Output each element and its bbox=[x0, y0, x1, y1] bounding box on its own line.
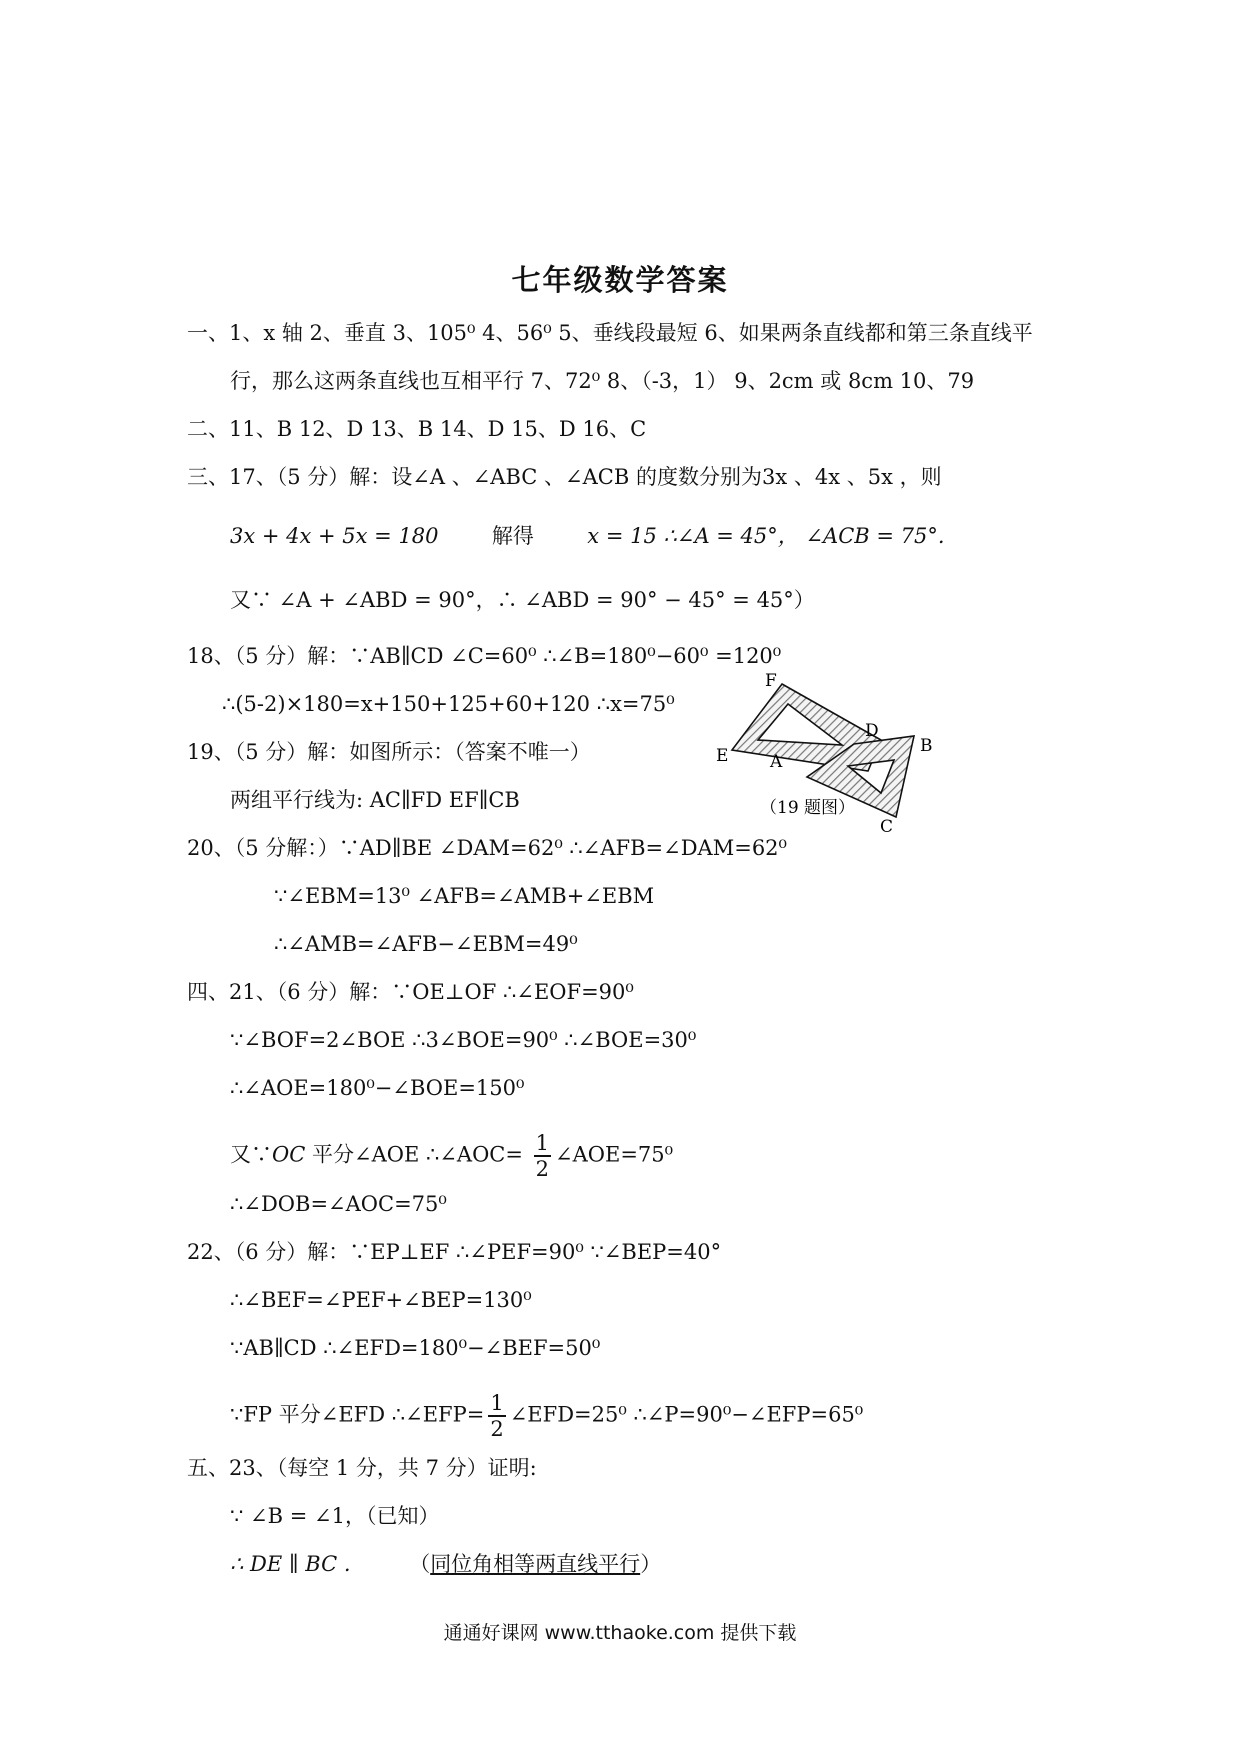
q19-figure bbox=[716, 671, 948, 837]
q23-line-3: ∴ DE ∥ BC . （同位角相等两直线平行） bbox=[230, 1552, 662, 1576]
q21-bisects: 平分∠AOE ∴∠AOC= bbox=[305, 1142, 523, 1167]
q18-line-2: ∴(5-2)×180=x+150+125+60+120 ∴x=75⁰ bbox=[222, 692, 675, 716]
q17-line-2 bbox=[230, 521, 945, 551]
q20-line-2: ∵∠EBM=13⁰ ∠AFB=∠AMB+∠EBM bbox=[274, 884, 655, 908]
q22-line-3: ∵AB∥CD ∴∠EFD=180⁰−∠BEF=50⁰ bbox=[230, 1336, 601, 1360]
q21-line-5: ∴∠DOB=∠AOC=75⁰ bbox=[230, 1192, 447, 1216]
label-B: B bbox=[920, 736, 933, 756]
label-C: C bbox=[880, 817, 894, 837]
triangles-diagram bbox=[716, 671, 948, 837]
q21-aoe: ∠AOE=75⁰ bbox=[555, 1142, 674, 1167]
q17-line-1: 三、17、（5 分）解：设∠A 、∠ABC 、∠ACB 的度数分别为3x 、4x 、5x ，则 bbox=[187, 465, 942, 489]
q23-line-2: ∵ ∠B = ∠1，（已知） bbox=[230, 1504, 440, 1528]
q23-line-1: 五、23、（每空 1 分，共 7 分）证明: bbox=[187, 1456, 537, 1480]
q22-efd: ∠EFD=25⁰ ∴∠P=90⁰−∠EFP=65⁰ bbox=[509, 1402, 864, 1427]
q22-line-2: ∴∠BEF=∠PEF+∠BEP=130⁰ bbox=[230, 1288, 532, 1312]
q19-line-2: 两组平行线为: AC∥FD EF∥CB bbox=[230, 788, 520, 812]
label-D: D bbox=[865, 721, 879, 741]
section-1-line-1: 一、1、x 轴 2、垂直 3、105⁰ 4、56⁰ 5、垂线段最短 6、如果两条直线都和第三条直线平 bbox=[187, 321, 1033, 345]
q22-fraction: $\frac{1}{2}$ bbox=[490, 1391, 504, 1441]
q21-line-2: ∵∠BOF=2∠BOE ∴3∠BOE=90⁰ ∴∠BOE=30⁰ bbox=[230, 1028, 697, 1052]
q22-line-1: 22、（6 分）解：∵EP⊥EF ∴∠PEF=90⁰ ∵∠BEP=40° bbox=[187, 1240, 722, 1264]
q17-solve-label: 解得 bbox=[491, 524, 534, 548]
q23-conclusion: ∴ DE ∥ BC . bbox=[230, 1552, 351, 1576]
q20-line-1: 20、（5 分解：）∵AD∥BE ∠DAM=62⁰ ∴∠AFB=∠DAM=62⁰ bbox=[187, 836, 787, 860]
label-F: F bbox=[765, 671, 777, 691]
label-E: E bbox=[716, 746, 729, 766]
q21-fraction: $\frac{1}{2}$ bbox=[535, 1131, 550, 1181]
q19-line-1: 19、（5 分）解：如图所示：（答案不唯一） bbox=[187, 740, 591, 764]
q21-oc: OC bbox=[272, 1142, 306, 1167]
figure-caption: （19 题图） bbox=[760, 798, 856, 818]
q17-result: x = 15 ∴∠A = 45°， ∠ACB = 75°. bbox=[587, 524, 945, 548]
q21-line-3: ∴∠AOE=180⁰−∠BOE=150⁰ bbox=[230, 1076, 525, 1100]
page-title: 七年级数学答案 bbox=[511, 263, 729, 297]
q21-line-4 bbox=[230, 1131, 673, 1181]
q22-line-4 bbox=[230, 1391, 863, 1441]
section-2-line-1: 二、11、B 12、D 13、B 14、D 15、D 16、C bbox=[187, 417, 647, 441]
q23-reason: 同位角相等两直线平行 bbox=[430, 1552, 641, 1576]
q20-line-3: ∴∠AMB=∠AFB−∠EBM=49⁰ bbox=[274, 932, 578, 956]
q17-equation: 3x + 4x + 5x = 180 bbox=[230, 524, 439, 548]
q21-line-1: 四、21、（6 分）解：∵OE⊥OF ∴∠EOF=90⁰ bbox=[187, 980, 634, 1004]
q21-because: 又∵ bbox=[230, 1142, 272, 1167]
q17-line-3: 又∵ ∠A + ∠ABD = 90°，∴ ∠ABD = 90° − 45° = 45°） bbox=[230, 588, 815, 612]
q18-line-1: 18、（5 分）解：∵AB∥CD ∠C=60⁰ ∴∠B=180⁰−60⁰ =120⁰ bbox=[187, 644, 782, 668]
q22-fp-bisects: ∵FP 平分∠EFD ∴∠EFP= bbox=[230, 1402, 485, 1427]
label-A: A bbox=[770, 752, 783, 772]
section-1-line-2: 行，那么这两条直线也互相平行 7、72⁰ 8、（-3，1） 9、2cm 或 8cm 10、79 bbox=[230, 369, 975, 393]
footer-source: 通通好课网 www.tthaoke.com 提供下载 bbox=[443, 1622, 797, 1644]
